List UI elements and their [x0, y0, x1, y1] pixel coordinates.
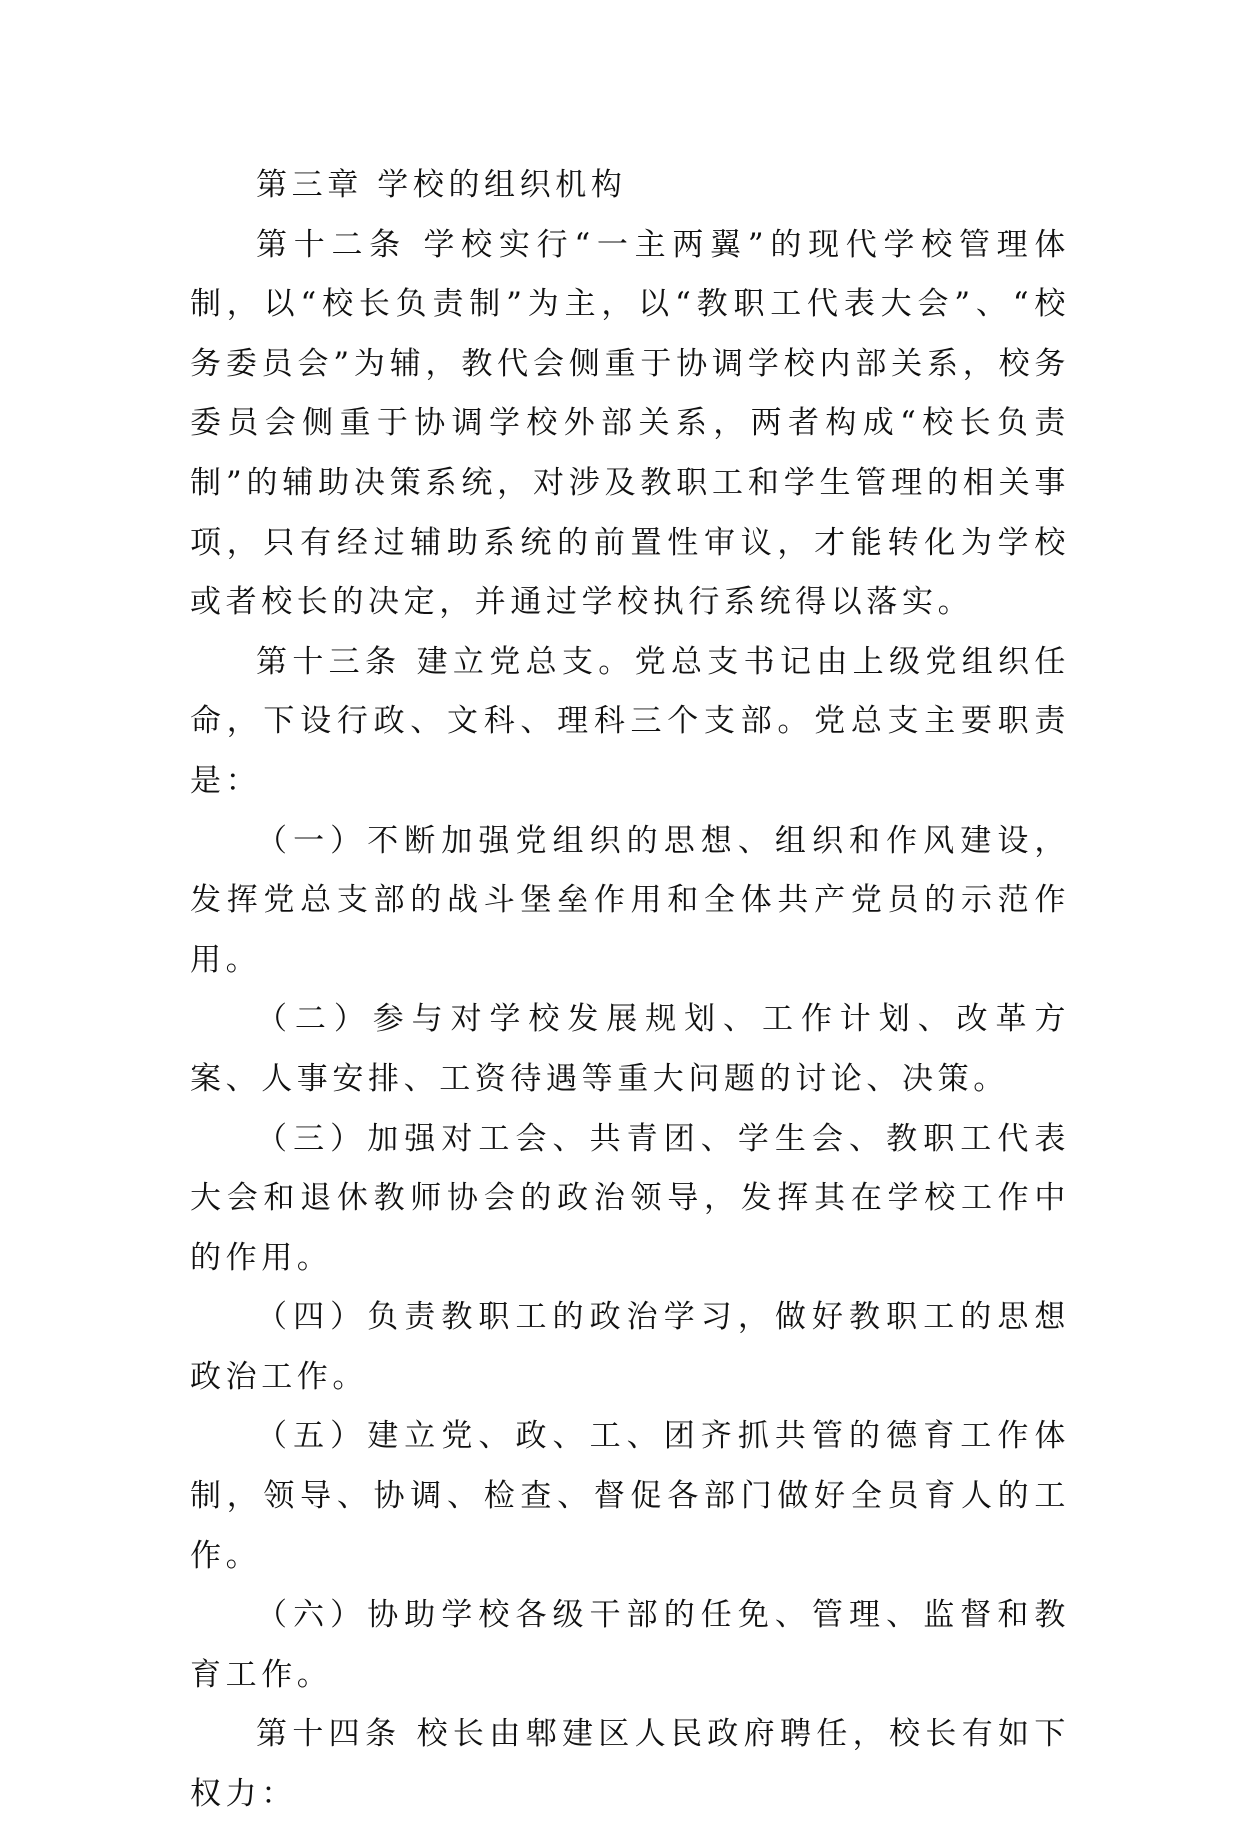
- duty-item-2: （二）参与对学校发展规划、工作计划、改革方案、人事安排、工资待遇等重大问题的讨论、决策。: [190, 1001, 1070, 1097]
- article-12-paragraph: 第十二条 学校实行“一主两翼”的现代学校管理体制，以“校长负责制”为主，以“教职工代表大会”、“校务委员会”为辅，教代会侧重于协调学校内部关系，校务委员会侧重于协调学校外部关系，两者构成“校长负责制”的辅助决策系统，对涉及教职工和学生管理的相关事项，只有经过辅助系统的前置性审议，才能转化为学校或者校长的决定，并通过学校执行系统得以落实。: [190, 226, 1070, 621]
- document-body: [190, 156, 1070, 1825]
- duty-item-5: （五）建立党、政、工、团齐抓共管的德育工作体制，领导、协调、检查、督促各部门做好全员育人的工作。: [190, 1418, 1070, 1574]
- duty-item-1: （一）不断加强党组织的思想、组织和作风建设，发挥党总支部的战斗堡垒作用和全体共产党员的示范作用。: [190, 822, 1070, 978]
- article-13-paragraph: 第十三条 建立党总支。党总支书记由上级党组织任命，下设行政、文科、理科三个支部。党总支主要职责是：: [190, 643, 1070, 799]
- duty-item-6: （六）协助学校各级干部的任免、管理、监督和教育工作。: [190, 1597, 1070, 1693]
- duty-item-4: （四）负责教职工的政治学习，做好教职工的思想政治工作。: [190, 1299, 1070, 1395]
- duty-item-3: （三）加强对工会、共青团、学生会、教职工代表大会和退休教师协会的政治领导，发挥其在学校工作中的作用。: [190, 1120, 1070, 1276]
- article-14-paragraph: 第十四条 校长由郫建区人民政府聘任，校长有如下权力：: [190, 1716, 1070, 1813]
- chapter-heading: 第三章 学校的组织机构: [256, 167, 627, 203]
